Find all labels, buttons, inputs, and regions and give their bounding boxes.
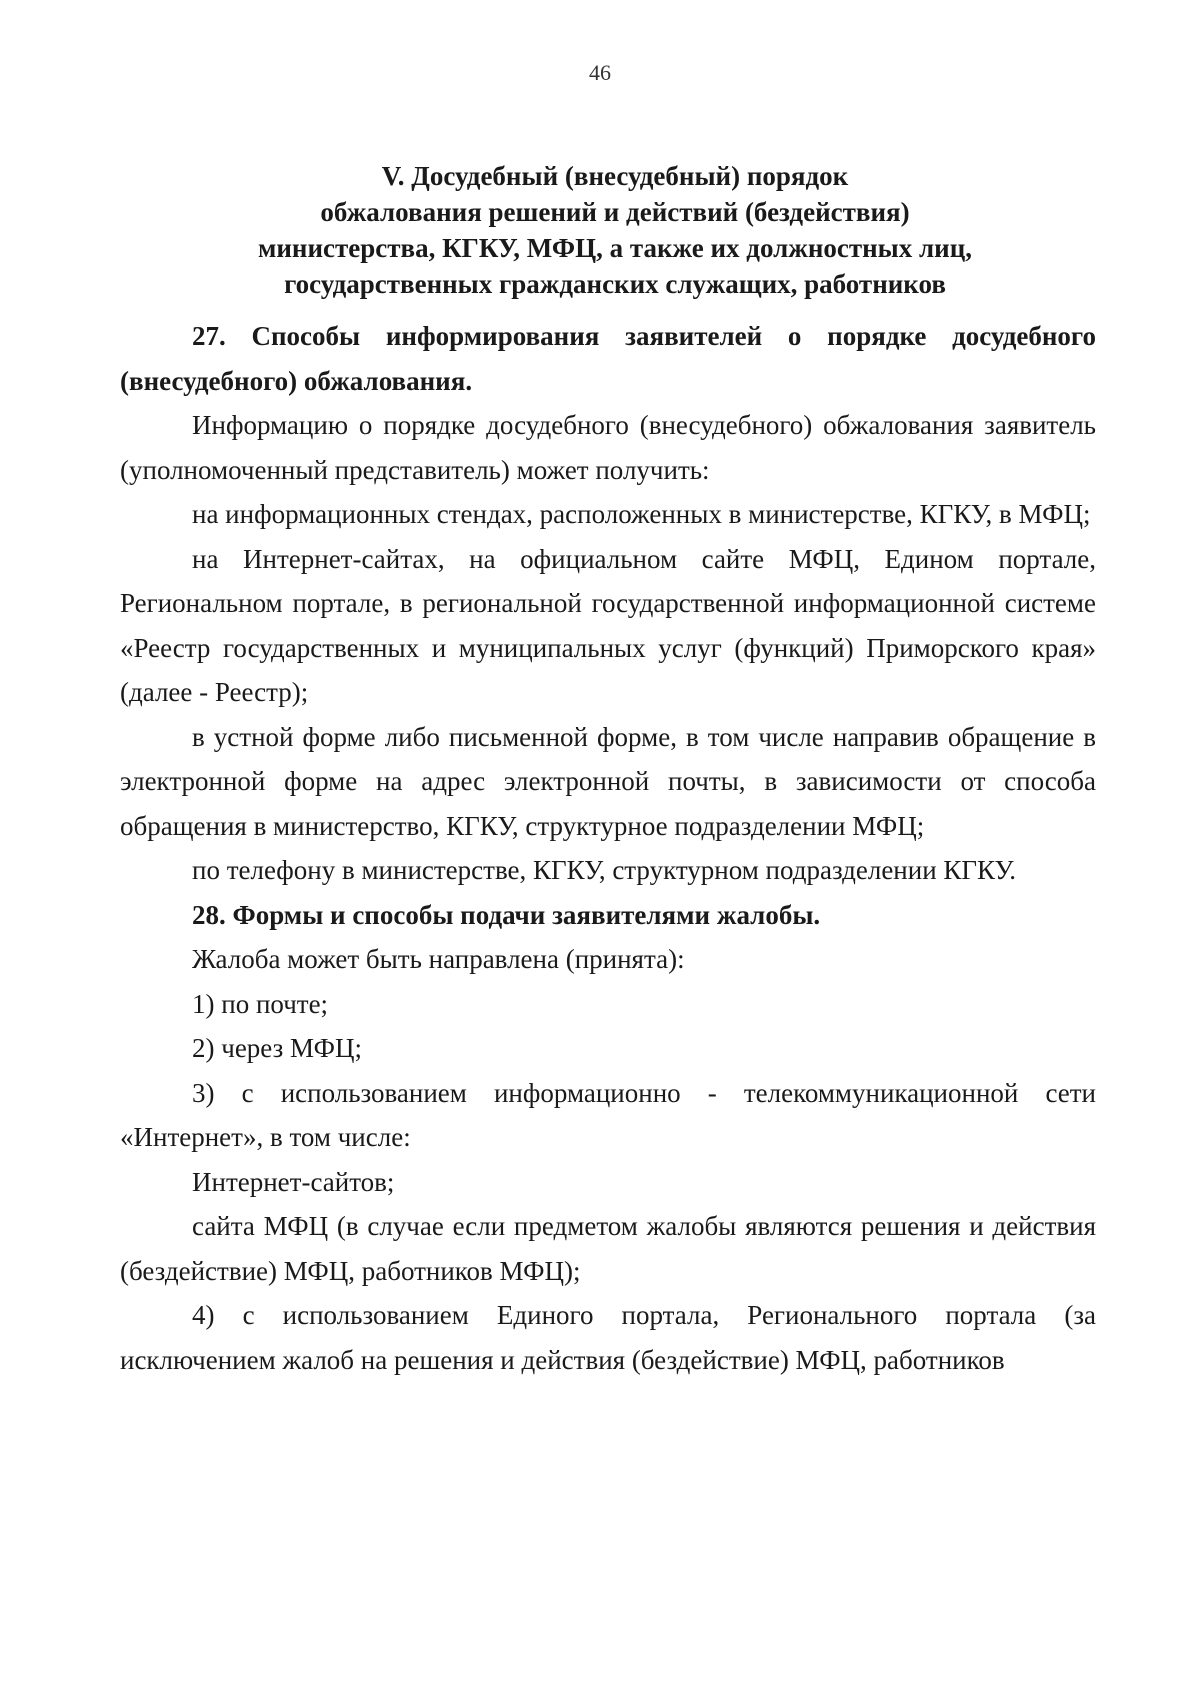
section-heading-line: V. Досудебный (внесудебный) порядок [381,161,849,191]
paragraph: на Интернет-сайтах, на официальном сайте МФЦ, Едином портале, Региональном портале, в региональной государственной информационной системе «Реестр государственных и муниципальных услуг (функций) Приморского края» (далее - Реестр); [120,543,1096,707]
list-item: 2) через МФЦ; [192,1033,363,1063]
list-item: 3) с использованием информационно - телекоммуникационной сети «Интернет», в том числе: [120,1077,1096,1152]
paragraph: Информацию о порядке досудебного (внесудебного) обжалования заявитель (уполномоченный представитель) может получить: [120,410,1096,485]
page-number: 46 [589,60,611,85]
list-item: 1) по почте; [192,988,329,1019]
section-heading [150,158,1080,302]
list-item: 4) с использованием Единого портала, Регионального портала (за исключением жалоб на решения и действия (бездействие) МФЦ, работников [120,1300,1096,1375]
section-heading-line: государственных гражданских служащих, работников [284,269,946,299]
subsection-title-27: 27. Способы информирования заявителей о порядке досудебного (внесудебного) обжалования. [120,321,1096,396]
paragraph: на информационных стендах, расположенных в министерстве, КГКУ, в МФЦ; [192,499,1091,529]
paragraph: в устной форме либо письменной форме, в том числе направив обращение в электронной форме на адрес электронной почты, в зависимости от способа обращения в министерство, КГКУ, структурное подразделении МФЦ; [120,721,1096,841]
list-item: сайта МФЦ (в случае если предметом жалобы являются решения и действия (бездействие) МФЦ, работников МФЦ); [120,1211,1096,1286]
section-heading-line: обжалования решений и действий (бездействия) [320,197,910,227]
document-body [120,314,1096,1382]
paragraph: Жалоба может быть направлена (принята): [192,944,685,974]
subsection-title-28: 28. Формы и способы подачи заявителями жалобы. [192,899,821,930]
paragraph: по телефону в министерстве, КГКУ, структурном подразделении КГКУ. [192,855,1016,885]
list-item: Интернет-сайтов; [192,1166,395,1197]
section-heading-line: министерства, КГКУ, МФЦ, а также их должностных лиц, [257,233,973,263]
